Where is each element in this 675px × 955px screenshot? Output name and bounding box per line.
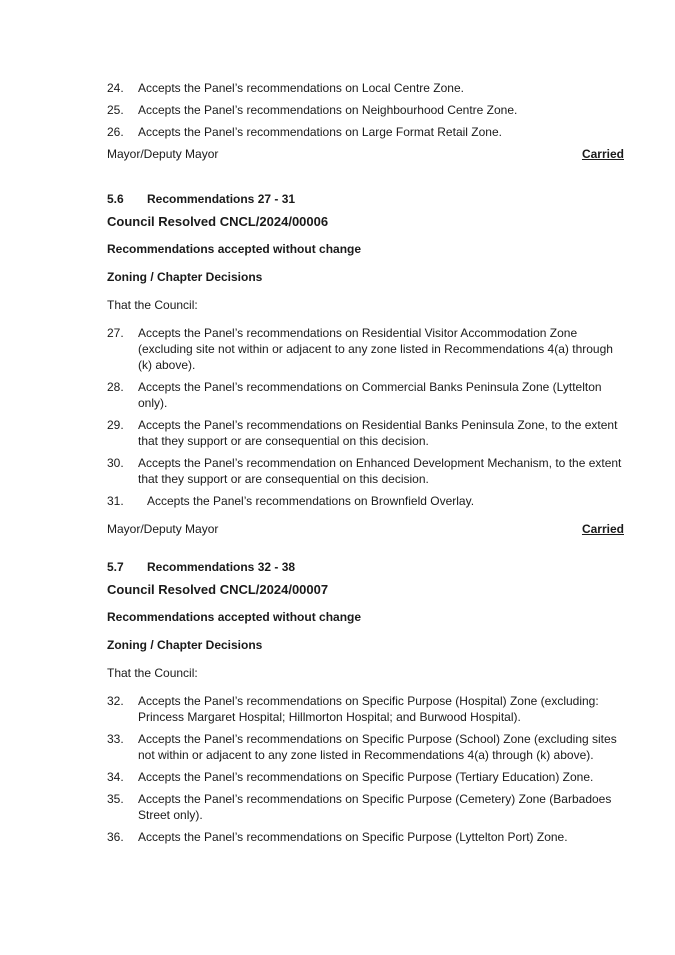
item-number: 25. (107, 103, 124, 117)
list-item (107, 493, 624, 509)
item-text: Accepts the Panel’s recommendations on Specific Purpose (School) Zone (excluding sites not within or adjacent to any zone listed in Recommendations 4(a) through (k) above). (138, 732, 617, 762)
section-title: Recommendations 27 - 31 (147, 192, 296, 206)
subheading: Recommendations accepted without change (107, 610, 362, 624)
list-item (107, 124, 624, 140)
item-text: Accepts the Panel’s recommendations on Residential Visitor Accommodation Zone (excluding site not within or adjacent to any zone listed in Recommendations 4(a) through (k) above). (138, 326, 613, 372)
item-number: 31. (107, 494, 124, 508)
resolution-id: Council Resolved CNCL/2024/00006 (107, 214, 329, 229)
item-number: 35. (107, 792, 124, 806)
intro-text: That the Council: (107, 666, 198, 680)
item-number: 26. (107, 125, 124, 139)
list-item (107, 379, 624, 411)
item-number: 36. (107, 830, 124, 844)
list-item (107, 693, 624, 725)
item-text: Accepts the Panel’s recommendations on Specific Purpose (Hospital) Zone (excluding: Princess Margaret Hospital; Hillmorton Hospital; and Burwood Hospital). (138, 694, 599, 724)
item-number: 27. (107, 326, 124, 340)
item-text: Accepts the Panel’s recommendations on Specific Purpose (Lyttelton Port) Zone. (138, 830, 568, 844)
motion-result: Carried (581, 147, 624, 161)
subheading: Zoning / Chapter Decisions (107, 270, 263, 284)
list-item (107, 80, 624, 96)
item-text: Accepts the Panel’s recommendations on Specific Purpose (Cemetery) Zone (Barbadoes Street only). (138, 792, 612, 822)
item-number: 30. (107, 456, 124, 470)
item-number: 33. (107, 732, 124, 746)
section-heading (107, 191, 624, 207)
item-text: Accepts the Panel’s recommendations on Neighbourhood Centre Zone. (138, 103, 518, 117)
section-number: 5.7 (107, 560, 124, 574)
item-text: Accepts the Panel’s recommendations on Brownfield Overlay. (147, 494, 475, 508)
item-number: 34. (107, 770, 124, 784)
item-text: Accepts the Panel’s recommendations on Local Centre Zone. (138, 81, 464, 95)
list-item (107, 791, 624, 823)
section-title: Recommendations 32 - 38 (147, 560, 296, 574)
list-item (107, 769, 624, 785)
item-text: Accepts the Panel’s recommendation on Enhanced Development Mechanism, to the extent that they support or are consequential on this decision. (138, 456, 622, 486)
item-text: Accepts the Panel’s recommendations on Large Format Retail Zone. (138, 125, 502, 139)
resolution-id: Council Resolved CNCL/2024/00007 (107, 582, 329, 597)
item-text: Accepts the Panel’s recommendations on Residential Banks Peninsula Zone, to the extent that they support or are consequential on this decision. (138, 418, 618, 448)
mover: Mayor/Deputy Mayor (107, 522, 219, 536)
intro-text: That the Council: (107, 298, 198, 312)
subheading: Recommendations accepted without change (107, 242, 362, 256)
section-heading (107, 559, 624, 575)
list-item (107, 455, 624, 487)
list-item (107, 731, 624, 763)
item-number: 29. (107, 418, 124, 432)
list-item (107, 325, 624, 373)
motion-line (107, 146, 624, 162)
item-text: Accepts the Panel’s recommendations on Commercial Banks Peninsula Zone (Lyttelton only). (138, 380, 602, 410)
list-item (107, 102, 624, 118)
item-number: 28. (107, 380, 124, 394)
recommendation-list-24-26 (107, 80, 624, 140)
motion-line (107, 521, 624, 537)
item-text: Accepts the Panel’s recommendations on Specific Purpose (Tertiary Education) Zone. (138, 770, 594, 784)
section-number: 5.6 (107, 192, 124, 206)
list-item (107, 417, 624, 449)
item-number: 24. (107, 81, 124, 95)
item-number: 32. (107, 694, 124, 708)
recommendation-list-32-36 (107, 693, 624, 845)
motion-result: Carried (581, 522, 624, 536)
subheading: Zoning / Chapter Decisions (107, 638, 263, 652)
document-page (107, 80, 624, 851)
recommendation-list-27-31 (107, 325, 624, 509)
mover: Mayor/Deputy Mayor (107, 147, 219, 161)
list-item (107, 829, 624, 845)
